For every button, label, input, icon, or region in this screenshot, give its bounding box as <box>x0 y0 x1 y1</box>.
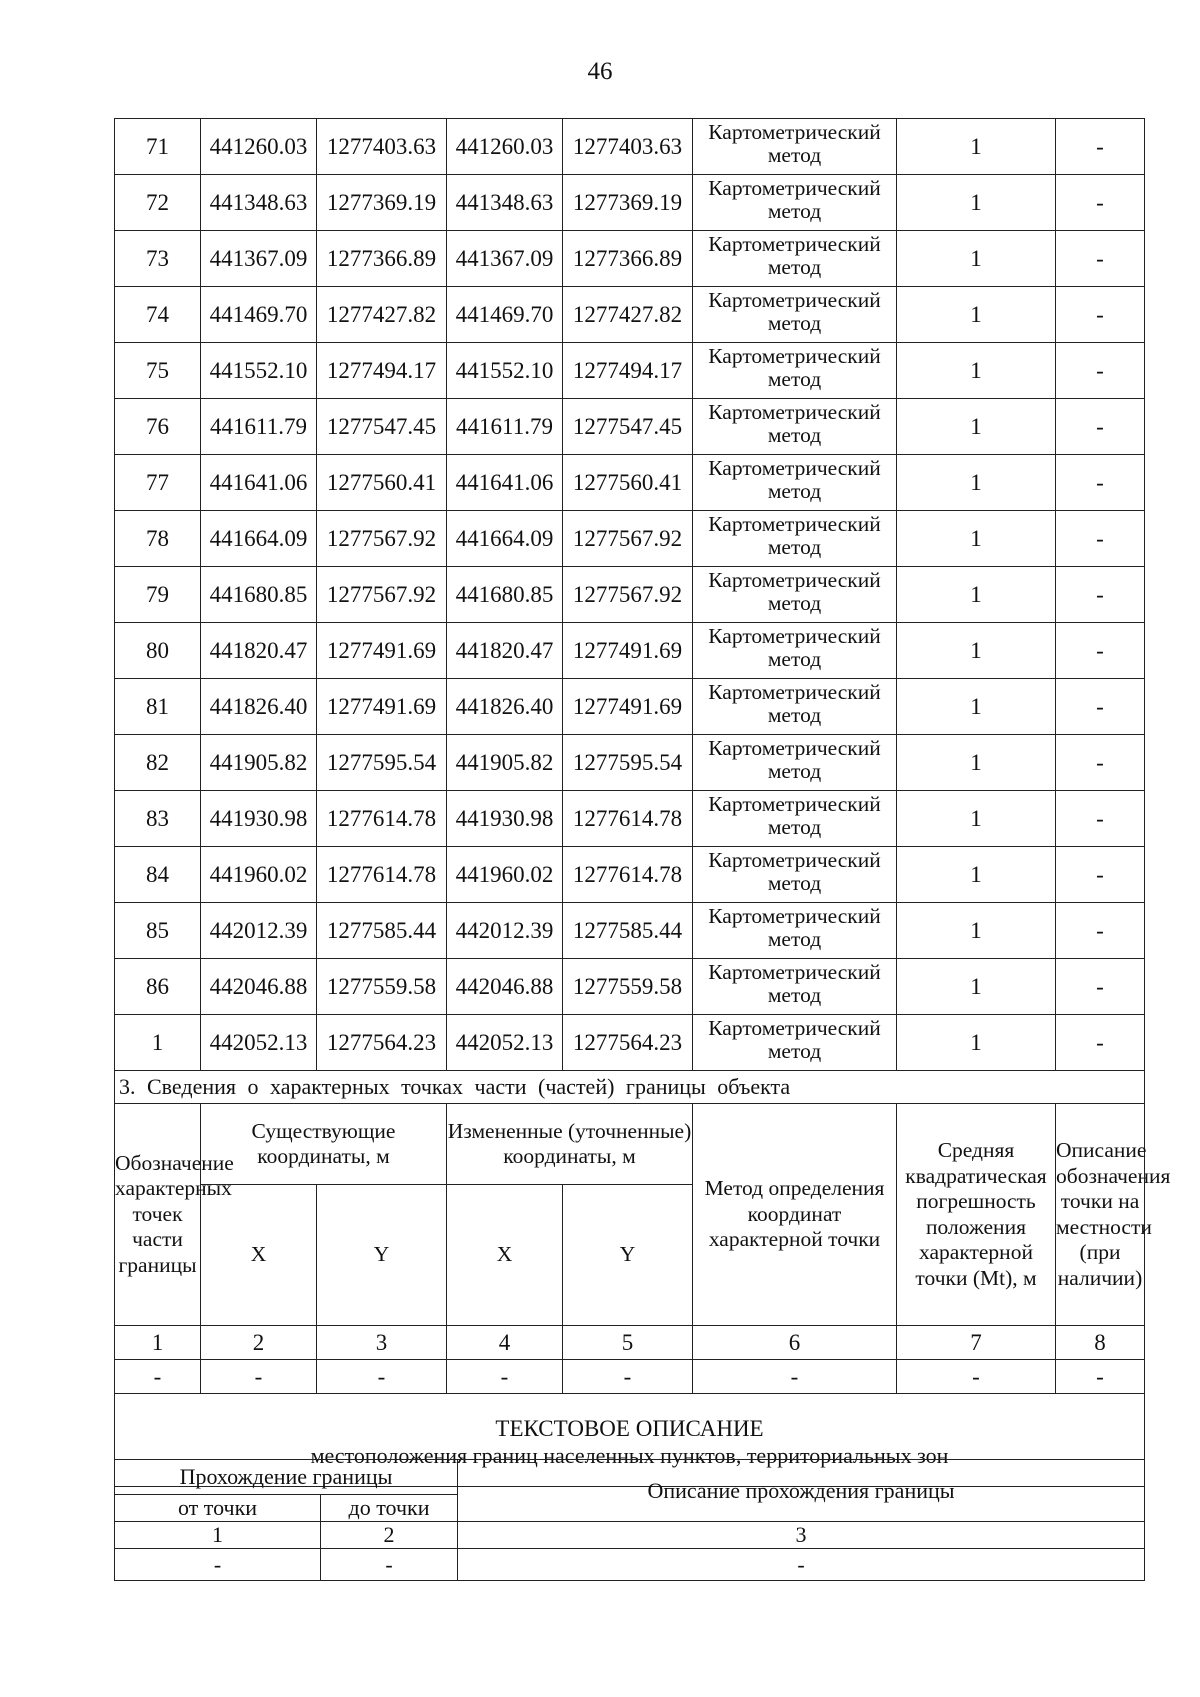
empty-cell: - <box>201 1360 317 1394</box>
mean-error-cell: 1 <box>897 903 1056 959</box>
method-text: метод <box>767 255 822 279</box>
existing-x-cell: 441930.98 <box>201 791 317 847</box>
method-text: метод <box>767 143 822 167</box>
point-number-cell: 82 <box>115 735 201 791</box>
empty-cell: - <box>447 1360 563 1394</box>
point-number-cell: 85 <box>115 903 201 959</box>
empty-cell: - <box>897 1360 1056 1394</box>
existing-x-cell: 441680.85 <box>201 567 317 623</box>
changed-x-cell: 441367.09 <box>447 231 563 287</box>
header-to-point: до точки <box>321 1495 458 1522</box>
description-cell: - <box>1056 623 1145 679</box>
description-cell: - <box>1056 343 1145 399</box>
changed-y-cell: 1277427.82 <box>563 287 693 343</box>
existing-y-cell: 1277559.58 <box>317 959 447 1015</box>
header-passage-description: Описание прохождения границы <box>458 1460 1145 1522</box>
table-row <box>115 623 1145 679</box>
header-existing-y: Y <box>317 1185 447 1326</box>
changed-y-cell: 1277585.44 <box>563 903 693 959</box>
changed-x-cell: 441680.85 <box>447 567 563 623</box>
changed-y-cell: 1277491.69 <box>563 623 693 679</box>
method-cell <box>693 287 897 343</box>
existing-x-cell: 442046.88 <box>201 959 317 1015</box>
header-mean-error: Средняя квадратическая погрешность положения характерной точки (Mt), м <box>897 1104 1056 1326</box>
existing-y-cell: 1277567.92 <box>317 567 447 623</box>
method-cell <box>693 847 897 903</box>
point-number-cell: 74 <box>115 287 201 343</box>
existing-y-cell: 1277494.17 <box>317 343 447 399</box>
changed-x-cell: 441641.06 <box>447 455 563 511</box>
point-number-cell: 83 <box>115 791 201 847</box>
description-cell: - <box>1056 1015 1145 1071</box>
existing-x-cell: 441664.09 <box>201 511 317 567</box>
table-row <box>115 1015 1145 1071</box>
method-cell <box>693 455 897 511</box>
changed-x-cell: 441905.82 <box>447 735 563 791</box>
point-number-cell: 86 <box>115 959 201 1015</box>
changed-y-cell: 1277595.54 <box>563 735 693 791</box>
method-text: Картометрический <box>708 512 881 536</box>
header-existing-coords: Существующие координаты, м <box>201 1104 447 1185</box>
method-text: метод <box>767 311 822 335</box>
empty-cell: - <box>115 1360 201 1394</box>
table-row <box>115 679 1145 735</box>
header-boundary-passage: Прохождение границы <box>115 1460 458 1495</box>
method-text: Картометрический <box>708 792 881 816</box>
method-text: Картометрический <box>708 456 881 480</box>
mean-error-cell: 1 <box>897 567 1056 623</box>
existing-x-cell: 442052.13 <box>201 1015 317 1071</box>
table-row <box>115 231 1145 287</box>
route-empty-row <box>115 1549 1145 1581</box>
mean-error-cell: 1 <box>897 959 1056 1015</box>
point-number-cell: 71 <box>115 119 201 175</box>
text-description-subtitle: местоположения границ населенных пунктов, территориальных зон <box>310 1443 949 1468</box>
existing-y-cell: 1277403.63 <box>317 119 447 175</box>
method-text: Картометрический <box>708 232 881 256</box>
description-cell: - <box>1056 679 1145 735</box>
description-cell: - <box>1056 847 1145 903</box>
table-row <box>115 175 1145 231</box>
description-cell: - <box>1056 287 1145 343</box>
column-number: 4 <box>447 1326 563 1360</box>
method-cell <box>693 791 897 847</box>
changed-y-cell: 1277614.78 <box>563 791 693 847</box>
header-changed-coords: Измененные (уточненные) координаты, м <box>447 1104 693 1185</box>
point-number-cell: 76 <box>115 399 201 455</box>
description-cell: - <box>1056 959 1145 1015</box>
column-number: 1 <box>115 1326 201 1360</box>
coordinates-table-body <box>115 119 1145 1071</box>
route-column-numbers-row <box>115 1522 1145 1549</box>
changed-y-cell: 1277491.69 <box>563 679 693 735</box>
changed-y-cell: 1277559.58 <box>563 959 693 1015</box>
mean-error-cell: 1 <box>897 399 1056 455</box>
existing-y-cell: 1277369.19 <box>317 175 447 231</box>
changed-y-cell: 1277494.17 <box>563 343 693 399</box>
mean-error-cell: 1 <box>897 1015 1056 1071</box>
existing-x-cell: 441960.02 <box>201 847 317 903</box>
section3-title: 3. Сведения о характерных точках части (частей) границы объекта <box>115 1071 1145 1104</box>
table-row <box>115 735 1145 791</box>
empty-cell: - <box>317 1360 447 1394</box>
table-row <box>115 791 1145 847</box>
point-number-cell: 1 <box>115 1015 201 1071</box>
coordinates-table <box>114 118 1171 1487</box>
method-text: Картометрический <box>708 176 881 200</box>
description-cell: - <box>1056 119 1145 175</box>
existing-x-cell: 441826.40 <box>201 679 317 735</box>
description-cell: - <box>1056 735 1145 791</box>
method-text: Картометрический <box>708 400 881 424</box>
mean-error-cell: 1 <box>897 175 1056 231</box>
existing-y-cell: 1277614.78 <box>317 847 447 903</box>
column-number: 3 <box>458 1522 1145 1549</box>
method-text: Картометрический <box>708 288 881 312</box>
method-cell <box>693 903 897 959</box>
description-cell: - <box>1056 455 1145 511</box>
mean-error-cell: 1 <box>897 791 1056 847</box>
changed-x-cell: 441552.10 <box>447 343 563 399</box>
mean-error-cell: 1 <box>897 287 1056 343</box>
existing-y-cell: 1277491.69 <box>317 679 447 735</box>
table-row <box>115 511 1145 567</box>
point-number-cell: 75 <box>115 343 201 399</box>
column-number: 2 <box>321 1522 458 1549</box>
existing-x-cell: 441367.09 <box>201 231 317 287</box>
changed-y-cell: 1277369.19 <box>563 175 693 231</box>
method-text: метод <box>767 759 822 783</box>
description-cell: - <box>1056 903 1145 959</box>
header-point-designation: Обозначение характерных точек части границы <box>115 1104 201 1326</box>
empty-cell: - <box>563 1360 693 1394</box>
point-number-cell: 73 <box>115 231 201 287</box>
description-cell: - <box>1056 567 1145 623</box>
method-text: метод <box>767 1039 822 1063</box>
column-number: 1 <box>115 1522 321 1549</box>
header-from-point: от точки <box>115 1495 321 1522</box>
changed-y-cell: 1277564.23 <box>563 1015 693 1071</box>
column-number: 6 <box>693 1326 897 1360</box>
changed-x-cell: 441611.79 <box>447 399 563 455</box>
method-text: Картометрический <box>708 568 881 592</box>
column-number: 2 <box>201 1326 317 1360</box>
method-text: метод <box>767 479 822 503</box>
header-method: Метод определения координат характерной точки <box>693 1104 897 1326</box>
table-row <box>115 847 1145 903</box>
existing-x-cell: 441348.63 <box>201 175 317 231</box>
mean-error-cell: 1 <box>897 735 1056 791</box>
column-number: 8 <box>1056 1326 1145 1360</box>
changed-x-cell: 441820.47 <box>447 623 563 679</box>
method-text: Картометрический <box>708 344 881 368</box>
changed-x-cell: 442052.13 <box>447 1015 563 1071</box>
method-cell <box>693 511 897 567</box>
existing-y-cell: 1277564.23 <box>317 1015 447 1071</box>
changed-y-cell: 1277366.89 <box>563 231 693 287</box>
header-existing-x: X <box>201 1185 317 1326</box>
method-text: метод <box>767 927 822 951</box>
method-text: метод <box>767 703 822 727</box>
method-text: Картометрический <box>708 624 881 648</box>
existing-y-cell: 1277547.45 <box>317 399 447 455</box>
point-number-cell: 84 <box>115 847 201 903</box>
method-text: Картометрический <box>708 904 881 928</box>
changed-y-cell: 1277403.63 <box>563 119 693 175</box>
column-number: 3 <box>317 1326 447 1360</box>
existing-x-cell: 442012.39 <box>201 903 317 959</box>
mean-error-cell: 1 <box>897 231 1056 287</box>
table-row <box>115 343 1145 399</box>
existing-x-cell: 441260.03 <box>201 119 317 175</box>
existing-y-cell: 1277567.92 <box>317 511 447 567</box>
changed-x-cell: 442012.39 <box>447 903 563 959</box>
method-text: Картометрический <box>708 848 881 872</box>
mean-error-cell: 1 <box>897 119 1056 175</box>
method-cell <box>693 1015 897 1071</box>
table-row <box>115 567 1145 623</box>
mean-error-cell: 1 <box>897 679 1056 735</box>
method-cell <box>693 623 897 679</box>
mean-error-cell: 1 <box>897 623 1056 679</box>
point-number-cell: 81 <box>115 679 201 735</box>
empty-cell: - <box>458 1549 1145 1581</box>
changed-y-cell: 1277567.92 <box>563 567 693 623</box>
existing-y-cell: 1277491.69 <box>317 623 447 679</box>
header-changed-x: X <box>447 1185 563 1326</box>
description-cell: - <box>1056 175 1145 231</box>
method-cell <box>693 399 897 455</box>
method-cell <box>693 119 897 175</box>
mean-error-cell: 1 <box>897 343 1056 399</box>
method-text: метод <box>767 423 822 447</box>
boundary-route-table <box>114 1459 1145 1581</box>
method-text: метод <box>767 815 822 839</box>
existing-y-cell: 1277427.82 <box>317 287 447 343</box>
description-cell: - <box>1056 511 1145 567</box>
changed-x-cell: 441930.98 <box>447 791 563 847</box>
changed-x-cell: 441826.40 <box>447 679 563 735</box>
column-number: 5 <box>563 1326 693 1360</box>
method-text: метод <box>767 591 822 615</box>
method-cell <box>693 679 897 735</box>
method-text: метод <box>767 647 822 671</box>
changed-y-cell: 1277560.41 <box>563 455 693 511</box>
empty-cell: - <box>321 1549 458 1581</box>
header-changed-y: Y <box>563 1185 693 1326</box>
existing-x-cell: 441469.70 <box>201 287 317 343</box>
method-text: метод <box>767 983 822 1007</box>
method-text: метод <box>767 535 822 559</box>
page-number: 46 <box>587 58 613 85</box>
changed-y-cell: 1277614.78 <box>563 847 693 903</box>
method-cell <box>693 959 897 1015</box>
description-cell: - <box>1056 231 1145 287</box>
method-cell <box>693 567 897 623</box>
method-text: Картометрический <box>708 736 881 760</box>
empty-cell: - <box>1056 1360 1145 1394</box>
changed-x-cell: 441260.03 <box>447 119 563 175</box>
table-row <box>115 959 1145 1015</box>
text-description-title: ТЕКСТОВОЕ ОПИСАНИЕ <box>495 1416 764 1441</box>
method-text: Картометрический <box>708 1016 881 1040</box>
table-row <box>115 399 1145 455</box>
existing-x-cell: 441552.10 <box>201 343 317 399</box>
point-number-cell: 79 <box>115 567 201 623</box>
column-number: 7 <box>897 1326 1056 1360</box>
mean-error-cell: 1 <box>897 455 1056 511</box>
empty-cell: - <box>693 1360 897 1394</box>
description-cell: - <box>1056 399 1145 455</box>
method-cell <box>693 343 897 399</box>
method-text: метод <box>767 367 822 391</box>
point-number-cell: 72 <box>115 175 201 231</box>
section3-block <box>115 1071 1171 1487</box>
changed-x-cell: 441348.63 <box>447 175 563 231</box>
method-text: Картометрический <box>708 680 881 704</box>
mean-error-cell: 1 <box>897 511 1056 567</box>
existing-x-cell: 441905.82 <box>201 735 317 791</box>
description-cell: - <box>1056 791 1145 847</box>
table-row <box>115 455 1145 511</box>
method-cell <box>693 231 897 287</box>
existing-y-cell: 1277595.54 <box>317 735 447 791</box>
changed-x-cell: 442046.88 <box>447 959 563 1015</box>
table-row <box>115 903 1145 959</box>
empty-data-row <box>115 1360 1145 1394</box>
changed-x-cell: 441960.02 <box>447 847 563 903</box>
point-number-cell: 77 <box>115 455 201 511</box>
existing-y-cell: 1277560.41 <box>317 455 447 511</box>
table-row <box>115 287 1145 343</box>
existing-y-cell: 1277585.44 <box>317 903 447 959</box>
changed-y-cell: 1277567.92 <box>563 511 693 567</box>
existing-y-cell: 1277366.89 <box>317 231 447 287</box>
existing-x-cell: 441820.47 <box>201 623 317 679</box>
empty-cell: - <box>115 1549 321 1581</box>
mean-error-cell: 1 <box>897 847 1056 903</box>
table-row <box>115 119 1145 175</box>
point-number-cell: 78 <box>115 511 201 567</box>
existing-y-cell: 1277614.78 <box>317 791 447 847</box>
header-point-description: Описание обозначения точки на местности (при наличии) <box>1056 1104 1145 1326</box>
existing-x-cell: 441611.79 <box>201 399 317 455</box>
changed-x-cell: 441664.09 <box>447 511 563 567</box>
existing-x-cell: 441641.06 <box>201 455 317 511</box>
changed-y-cell: 1277547.45 <box>563 399 693 455</box>
method-text: метод <box>767 199 822 223</box>
method-text: Картометрический <box>708 960 881 984</box>
method-text: Картометрический <box>708 120 881 144</box>
method-text: метод <box>767 871 822 895</box>
method-cell <box>693 175 897 231</box>
method-cell <box>693 735 897 791</box>
column-numbers-row <box>115 1326 1145 1360</box>
point-number-cell: 80 <box>115 623 201 679</box>
changed-x-cell: 441469.70 <box>447 287 563 343</box>
